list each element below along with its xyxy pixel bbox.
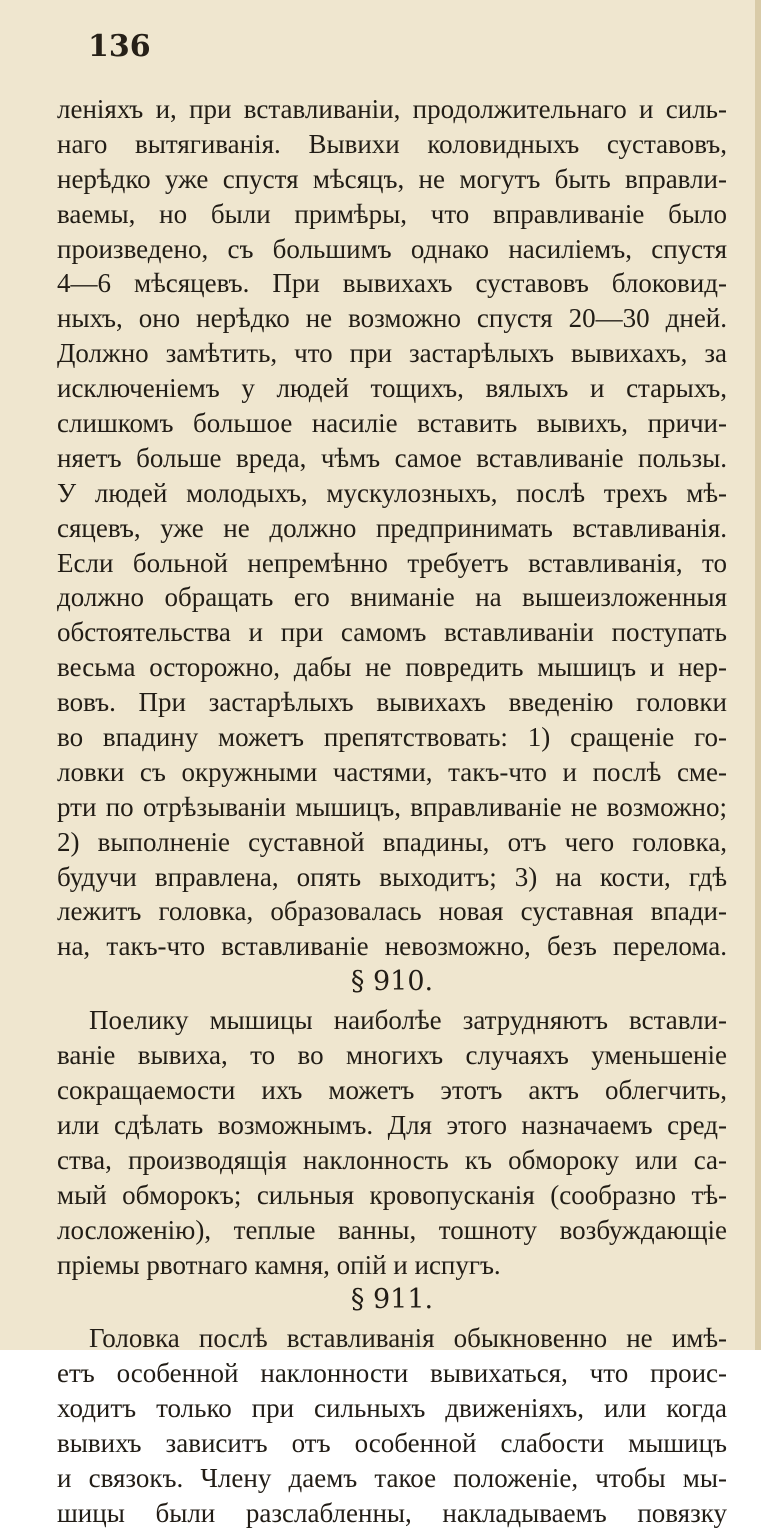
text-line: мый обморокъ; сильныя кровопусканія (сообразно тѣ-	[57, 1179, 727, 1210]
text-line: пріемы рвотнаго камня, опій и испугъ.	[57, 1249, 501, 1280]
text-line: или сдѣлать возможнымъ. Для этого назначаемъ сред-	[57, 1109, 727, 1140]
text-line: должно обращать его вниманіе на вышеизложенныя	[57, 582, 727, 613]
text-line: исключеніемъ у людей тощихъ, вялыхъ и старыхъ,	[57, 373, 727, 404]
text-line: ходитъ только при сильныхъ движеніяхъ, или когда	[57, 1393, 727, 1424]
text-line: леніяхъ и, при вставливаніи, продолжительнаго и силь-	[57, 94, 727, 124]
paragraph-911	[57, 1321, 727, 1530]
text-line: вывихъ зависитъ отъ особенной слабости мышицъ	[57, 1428, 727, 1459]
text-line: рти по отрѣзываніи мышицъ, вправливаніе не возможно;	[57, 791, 727, 822]
text-line: Должно замѣтить, что при застарѣлыхъ вывихахъ, за	[57, 338, 727, 369]
text-line: 2) выполненіе суставной впадины, отъ чего головка,	[57, 826, 727, 857]
text-line: лежитъ головка, образовалась новая суставная впади-	[57, 896, 727, 927]
text-line: произведено, съ большимъ однако насиліемъ, спустя	[57, 233, 727, 264]
text-line: на, такъ-что вставливаніе невозможно, безъ перелома.	[57, 931, 727, 962]
text-line: наго вытягиванія. Вывихи коловидныхъ суставовъ,	[57, 128, 727, 159]
section-heading-911: § 911.	[350, 1284, 434, 1316]
text-line: слишкомъ большое насиліе вставить вывихъ, причи-	[57, 408, 727, 439]
text-line: ства, производящія наклонность къ обмороку или са-	[57, 1144, 727, 1175]
section-heading-910: § 910.	[350, 966, 434, 998]
text-line: лосложенію), теплые ванны, тошноту возбуждающіе	[57, 1214, 727, 1245]
text-line: ваніе вывиха, то во многихъ случаяхъ уменьшеніе	[57, 1040, 727, 1071]
text-line: Головка послѣ вставливанія обыкновенно не имѣ-	[89, 1323, 727, 1354]
page-number: 136	[88, 29, 151, 64]
text-line: весьма осторожно, дабы не повредить мышицъ и нер-	[57, 652, 727, 683]
paragraph-910	[57, 1003, 727, 1282]
text-line: Если больной непремѣнно требуетъ вставливанія, то	[57, 547, 727, 578]
text-line: няетъ больше вреда, чѣмъ самое вставливаніе пользы.	[57, 442, 727, 473]
text-line: ныхъ, оно нерѣдко не возможно спустя 20—30 дней.	[57, 303, 727, 334]
text-line: сокращаемости ихъ можетъ этотъ актъ облегчить,	[57, 1075, 727, 1106]
text-line: етъ особенной наклонности вывихаться, что проис-	[57, 1358, 727, 1389]
page-text	[57, 92, 727, 1531]
paragraph-1	[57, 92, 727, 964]
text-line: обстоятельства и при самомъ вставливаніи поступать	[57, 617, 727, 648]
text-line: Поелику мышицы наиболѣе затрудняютъ вставли-	[89, 1005, 727, 1036]
text-line: 4—6 мѣсяцевъ. При вывихахъ суставовъ блоковид-	[57, 268, 727, 299]
text-line: вовъ. При застарѣлыхъ вывихахъ введенію головки	[57, 687, 727, 718]
text-line: ваемы, но были примѣры, что вправливаніе было	[57, 198, 727, 229]
text-line: во впадину можетъ препятствовать: 1) сращеніе го-	[57, 722, 727, 753]
text-line: нерѣдко уже спустя мѣсяцъ, не могутъ быть вправли-	[57, 163, 727, 194]
text-line: и связокъ. Члену даемъ такое положеніе, чтобы мы-	[57, 1462, 727, 1493]
text-line: сяцевъ, уже не должно предпринимать вставливанія.	[57, 512, 727, 543]
text-line: У людей молодыхъ, мускулозныхъ, послѣ трехъ мѣ-	[57, 477, 727, 508]
text-line: шицы были разслабленны, накладываемъ повязку	[57, 1497, 727, 1528]
text-line: ловки съ окружными частями, такъ-что и послѣ сме-	[57, 756, 727, 787]
text-line: будучи вправлена, опять выходитъ; 3) на кости, гдѣ	[57, 861, 727, 892]
